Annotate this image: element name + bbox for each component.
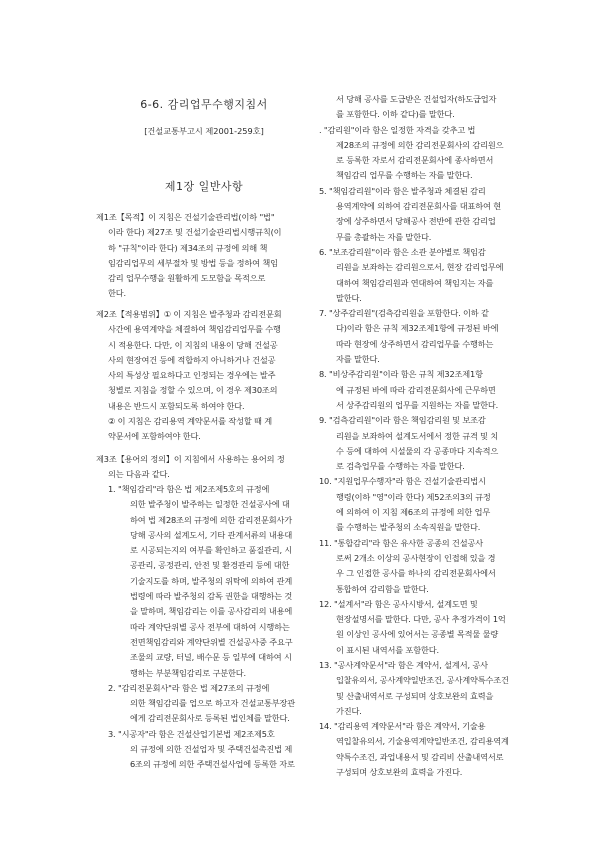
- definition-line: 말한다.: [336, 292, 362, 303]
- definition-item-14: [319, 719, 529, 780]
- definition-line: 로써 2개소 이상의 공사현장이 인접해 있을 경: [336, 552, 496, 563]
- article-line: 청별로 지침을 정할 수 있으며, 이 경우 제30조의: [108, 385, 278, 396]
- definition-line: 다)이라 함은 규칙 제32조제1항에 규정된 바에: [336, 323, 499, 334]
- definition-line: 12. "설계서"라 함은 공사시방서, 설계도면 및: [319, 598, 478, 609]
- definition-line: 9. "검측감리원"이라 함은 책임감리원 및 보조감: [319, 415, 486, 426]
- definition-line: 하여 법 제28조의 규정에 의한 감리전문회사가: [130, 514, 293, 525]
- definition-item-13: [319, 658, 529, 719]
- definition-line: 6. "보조감리원"이라 함은 소관 분야별로 책임감: [319, 246, 486, 257]
- definitions-left: [108, 482, 312, 773]
- definition-line: 서 당해 공사를 도급받은 건설업자(하도급업자: [336, 94, 497, 104]
- article-2: [96, 307, 312, 445]
- article-3: [96, 452, 312, 483]
- definition-line: 행령(이하 "영"이라 한다) 제52조의3의 규정: [336, 491, 491, 502]
- definition-line: 7. "상주감리원"(검측감리원을 포함한다. 이하 같: [319, 308, 489, 319]
- definition-line: 전면책임감리와 계약단위별 건설공사중 주요구: [130, 636, 293, 647]
- definition-line: 따라 계약단위별 공사 전부에 대하여 시행하는: [130, 621, 290, 632]
- definition-line: 제28조의 규정에 의한 감리전문회사의 감리원으: [336, 139, 504, 150]
- definitions-right: [319, 92, 529, 780]
- article-line: 하 "규칙"이라 한다) 제34조의 규정에 의해 책: [108, 242, 268, 253]
- definition-item-8: [319, 367, 529, 413]
- article-line: 임감리업무의 세부절차 및 방법 등을 정하여 책임: [108, 257, 278, 268]
- article-line: 사간에 용역계약을 체결하여 책임감리업무를 수행: [108, 324, 281, 335]
- definition-line: 의 규정에 의한 건설업자 및 주택건설촉진법 제: [130, 744, 293, 755]
- definition-line: 1. "책임감리"라 함은 법 제2조제5호의 규정에: [108, 484, 270, 494]
- definition-line: . "감리원"이라 함은 일정한 자격을 갖추고 법: [319, 124, 476, 135]
- definition-item-3-continued: [319, 92, 529, 123]
- definition-line: 의한 책임감리를 업으로 하고자 건설교통부장관: [130, 698, 295, 709]
- definition-line: 리원을 보좌하는 감리원으로서, 현장 감리업무에: [336, 262, 504, 273]
- definition-line: 입찰유의서, 공사계약일반조건, 공사계약특수조건: [336, 675, 509, 686]
- article-line: 내용은 반드시 포함되도록 하여야 한다.: [108, 400, 245, 411]
- article-line: 제1조【목적】이 지침은 건설기술관리법(이하 "법": [96, 212, 275, 222]
- article-line: 제2조【적용범위】① 이 지침은 발주청과 감리전문회: [96, 309, 282, 319]
- definition-line: 따라 현장에 상주하면서 감리업무를 수행하는: [336, 338, 494, 349]
- definition-line: 자를 말한다.: [336, 354, 380, 365]
- definition-line: 법령에 따라 발주청의 감독 권한을 대행하는 것: [130, 591, 293, 602]
- definition-item-1: [108, 482, 312, 681]
- definition-line: 대하여 책임감리원과 연대하여 책임지는 자를: [336, 277, 494, 288]
- article-line: 사의 현장여건 등에 적합하지 아니하거나 건설공: [108, 354, 276, 365]
- article-line: 제3조【용어의 정의】이 지침에서 사용하는 용어의 정: [96, 454, 285, 464]
- definition-line: 5. "책임감리원"이라 함은 발주청과 체결된 감리: [319, 185, 486, 196]
- definition-line: 행하는 부분책임감리로 구분한다.: [130, 667, 246, 678]
- document-title: 6-6. 감리업무수행지침서: [140, 98, 268, 111]
- article-line: 한다.: [108, 288, 126, 299]
- article-line: 이라 한다) 제27조 및 건설기술관리법시행규칙(이: [108, 227, 282, 238]
- definition-line: 13. "공사계약문서"라 함은 계약서, 설계서, 공사: [319, 659, 488, 670]
- definition-line: 원 이상인 공사에 있어서는 공종별 목적물 물량: [336, 629, 499, 640]
- definition-line: 의한 발주청이 발주하는 일정한 건설공사에 대: [130, 499, 290, 510]
- definition-line: 당해 공사의 설계도서, 기타 관계서류의 내용대: [130, 529, 293, 540]
- definition-line: 6조의 규정에 의한 주택건설사업에 등록한 자로: [130, 759, 295, 770]
- definition-line: 통합하여 감리함을 말한다.: [336, 583, 429, 594]
- definition-item-5: [319, 184, 529, 245]
- definition-line: 에 규정된 바에 따라 감리전문회사에 근무하면: [336, 384, 496, 395]
- definition-line: 8. "비상주감리원"이라 함은 규칙 제32조제1항: [319, 369, 483, 380]
- definition-line: 가진다.: [336, 705, 362, 716]
- chapter-heading: 제1장 일반사항: [164, 180, 244, 193]
- definition-line: 3. "시공자"라 함은 건설산업기본법 제2조제5호: [108, 728, 275, 739]
- definition-item-9: [319, 413, 529, 474]
- definition-line: 를 포함한다. 이하 같다)를 말한다.: [336, 109, 455, 120]
- definition-line: 우 그 인접한 공사를 하나의 감리전문회사에서: [336, 568, 496, 579]
- definition-line: 을 말하며, 책임감리는 이를 공사감리의 내용에: [130, 606, 293, 617]
- definition-line: 로 시공되는지의 여부를 확인하고 품질관리, 시: [130, 545, 293, 556]
- article-line: 사의 특성상 필요하다고 인정되는 경우에는 발주: [108, 370, 276, 381]
- definition-line: 를 수행하는 발주청의 소속직원을 말한다.: [336, 522, 481, 533]
- article-line: 시 적용한다. 다만, 이 지침의 내용이 당해 건설공: [108, 339, 278, 350]
- definition-line: 11. "통합감리"라 함은 유사한 공종의 건설공사: [319, 537, 483, 548]
- definition-item-4: [319, 123, 529, 184]
- definition-line: 약특수조건, 과업내용서 및 감리비 산출내역서로: [336, 751, 504, 762]
- document-subtitle: [건설교통부고시 제2001-259호]: [144, 126, 264, 136]
- definition-line: 로 검측업무를 수행하는 자를 말한다.: [336, 461, 465, 472]
- article-line: 의는 다음과 같다.: [108, 469, 170, 480]
- definition-line: 기술지도를 하며, 발주청의 위탁에 의하여 관계: [130, 575, 293, 586]
- definition-line: 에 의하여 이 지침 제6조의 규정에 의한 업무: [336, 507, 491, 518]
- definition-line: 조물의 교량, 터널, 배수문 등 일부에 대하여 시: [130, 652, 292, 663]
- definition-item-3: [108, 727, 312, 773]
- definition-line: 2. "감리전문회사"라 함은 법 제27조의 규정에: [108, 682, 270, 693]
- definition-line: 구성되며 상호보완의 효력을 가진다.: [336, 767, 463, 778]
- definition-line: 에게 감리전문회사로 등록된 법인체를 말한다.: [130, 713, 290, 724]
- definition-line: 서 상주감리원의 업무를 지원하는 자를 말한다.: [336, 399, 499, 410]
- definition-item-12: [319, 597, 529, 658]
- article-line: 감리 업무수행을 원활하게 도모함을 목적으로: [108, 273, 266, 284]
- definition-line: 공관리, 공정관리, 안전 및 환경관리 등에 대한: [130, 560, 290, 571]
- definition-line: 14. "감리용역 계약문서"라 함은 계약서, 기술용: [319, 721, 486, 732]
- definition-line: 수 등에 대하여 시설물의 각 공종마다 지속적으: [336, 445, 499, 456]
- definition-item-11: [319, 536, 529, 597]
- definition-line: 리원을 보좌하여 설계도서에서 정한 규격 및 치: [336, 430, 499, 441]
- definition-line: 장에 상주하면서 당해공사 전반에 관한 감리업: [336, 216, 496, 227]
- definition-item-7: [319, 306, 529, 367]
- definition-item-2: [108, 681, 312, 727]
- definition-line: 책임감리 업무를 수행하는 자를 말한다.: [336, 170, 473, 181]
- definition-line: 현장설명서를 말한다. 다만, 공사 추정가격이 1억: [336, 614, 506, 625]
- definition-line: 및 산출내역서로 구성되며 상호보완의 효력을: [336, 690, 494, 701]
- definition-item-6: [319, 245, 529, 306]
- definition-line: 역입찰유의서, 기술용역계약일반조건, 감리용역계: [336, 736, 509, 747]
- definition-line: 이 표시된 내역서를 포함한다.: [336, 644, 439, 655]
- definition-line: 로 등록한 자로서 감리전문회사에 종사하면서: [336, 155, 494, 166]
- article-line: ② 이 지침은 감리용역 계약문서를 작성할 때 계: [108, 416, 273, 427]
- definition-line: 무를 총괄하는 자를 말한다.: [336, 231, 432, 242]
- definition-line: 용역계약에 의하여 감리전문회사를 대표하여 현: [336, 201, 501, 212]
- definition-line: 10. "지원업무수행자"라 함은 건설기술관리법시: [319, 476, 486, 487]
- definition-item-10: [319, 474, 529, 535]
- article-1: [96, 210, 312, 302]
- article-line: 약문서에 포함하여야 한다.: [108, 431, 201, 442]
